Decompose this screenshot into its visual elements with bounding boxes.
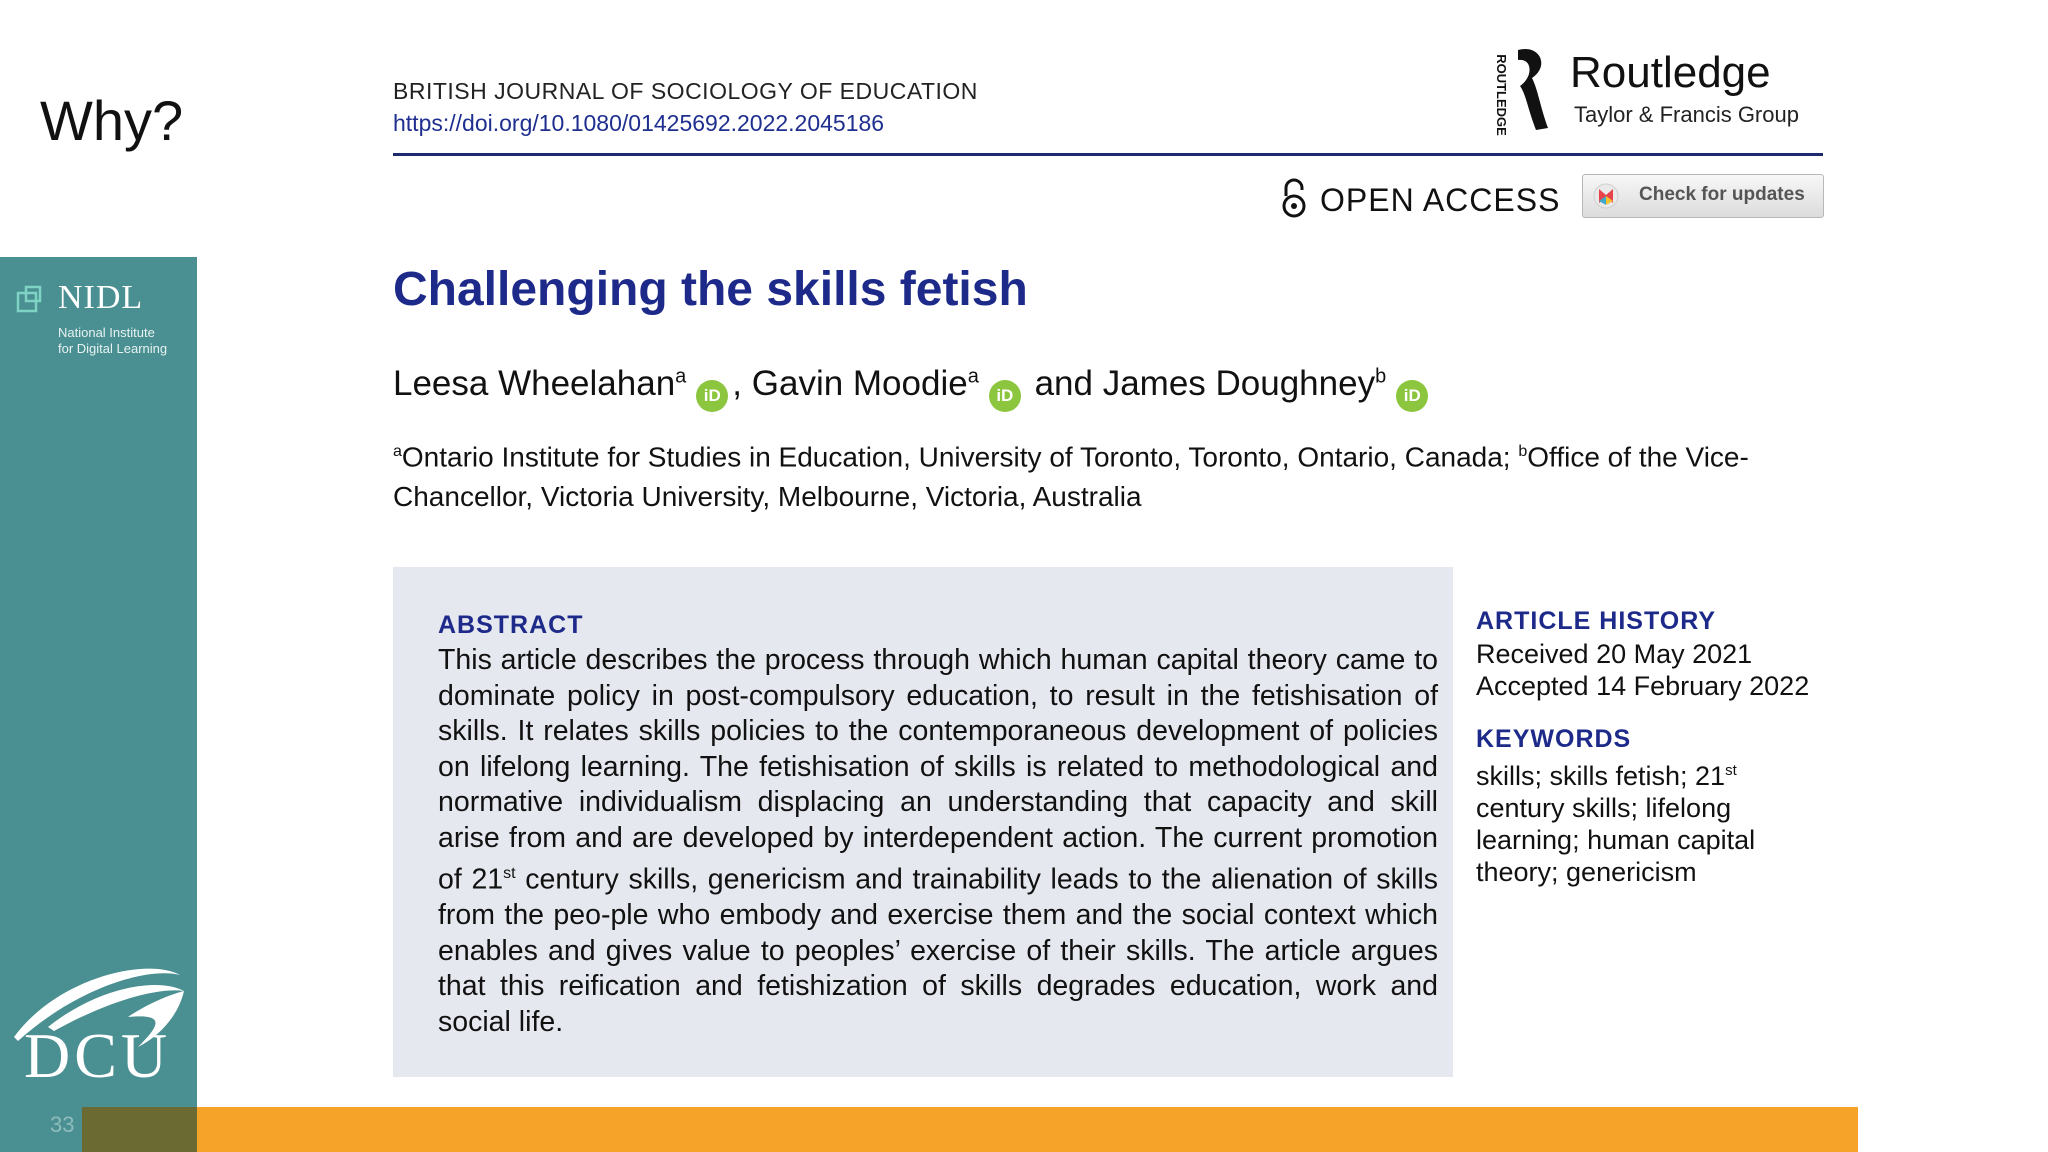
affiliation-marker: a (393, 443, 402, 460)
article-history-heading: ARTICLE HISTORY (1476, 607, 1717, 635)
publisher-name: Routledge (1570, 48, 1771, 97)
author-affiliation-marker: a (967, 365, 979, 388)
slide-title: Why? (40, 89, 184, 152)
author-name: James Doughney (1102, 364, 1376, 403)
author-name: Gavin Moodie (751, 364, 968, 403)
article-title: Challenging the skills fetish (393, 263, 1028, 316)
nidl-subtitle (58, 325, 198, 357)
affiliations (393, 432, 1833, 517)
crossmark-icon (1591, 181, 1621, 211)
orcid-icon[interactable]: iD (989, 380, 1021, 412)
accepted-date: Accepted 14 February 2022 (1476, 671, 1810, 701)
author-affiliation-marker: b (1375, 365, 1387, 388)
brand-panel (0, 257, 197, 1152)
keywords-superscript: st (1725, 762, 1737, 779)
orcid-icon[interactable]: iD (1396, 380, 1428, 412)
slide-number: 33 (50, 1112, 75, 1137)
abstract-text (438, 643, 1438, 1040)
publisher-group: Taylor & Francis Group (1574, 102, 1799, 127)
routledge-r-icon (1510, 46, 1550, 132)
nidl-mark-icon (16, 285, 46, 315)
abstract-superscript: st (503, 865, 516, 882)
orcid-icon[interactable]: iD (696, 380, 728, 412)
author-separator: , (732, 364, 743, 403)
author-list (393, 364, 1432, 412)
keywords-part: skills; skills fetish; 21 (1476, 761, 1726, 791)
open-lock-icon (1280, 178, 1308, 218)
routledge-vertical-wordmark (1488, 44, 1509, 136)
affiliation-marker: b (1518, 443, 1528, 460)
author-name: Leesa Wheelahan (393, 364, 676, 403)
keywords-part: century skills; lifelong learning; human capital theory; genericism (1476, 793, 1756, 887)
abstract-text-part: century skills, genericism and trainability leads to the alienation of skills from the peo-ple who embody and exercise them and the social context which enables and gives value to peoples’ exercise of their skills. The article argues that this reification and fetishization of skills degrades education, work and social life. (438, 863, 1438, 1038)
nidl-name: NIDL (58, 279, 144, 316)
publisher-vertical-text: ROUTLEDGE (1494, 54, 1509, 136)
check-for-updates-button[interactable] (1582, 174, 1824, 218)
nidl-subtitle-line: for Digital Learning (58, 341, 168, 356)
author-conjunction: and (1034, 364, 1093, 403)
footer-bar-olive (82, 1107, 197, 1152)
nidl-subtitle-line: National Institute (58, 325, 155, 340)
keywords-heading: KEYWORDS (1476, 725, 1632, 753)
journal-name: BRITISH JOURNAL OF SOCIOLOGY OF EDUCATION (393, 78, 978, 104)
received-date: Received 20 May 2021 (1476, 639, 1753, 669)
author-affiliation-marker: a (675, 365, 687, 388)
publisher-logo (1488, 44, 1828, 136)
affiliation-text: Ontario Institute for Studies in Education, University of Toronto, Toronto, Ontario, Canada; (401, 441, 1519, 473)
abstract-heading: ABSTRACT (438, 611, 584, 639)
header-rule (393, 153, 1823, 156)
open-access-label: OPEN ACCESS (1320, 182, 1561, 218)
check-for-updates-label: Check for updates (1639, 184, 1805, 205)
abstract-text-part: This article describes the process through which human capital theory came to dominate policy in post-compulsory education, to result in the fetishisation of skills. It relates skills policies to the contemporaneous development of policies on lifelong learning. The fetishisation of skills is related to methodological and normative individualism displacing an understanding that capacity and skill arise from and are developed by interdependent action. The current promotion of 21 (438, 644, 1438, 896)
affiliation-text: Office of the Vice-Chancellor, Victoria University, Melbourne, Victoria, Australia (393, 441, 1749, 513)
doi-link[interactable]: https://doi.org/10.1080/01425692.2022.2045186 (393, 110, 885, 136)
dcu-name: DCU (24, 1020, 172, 1091)
footer-bar-orange (197, 1107, 1858, 1152)
keywords-text (1476, 755, 1816, 888)
abstract-box (393, 567, 1453, 1077)
